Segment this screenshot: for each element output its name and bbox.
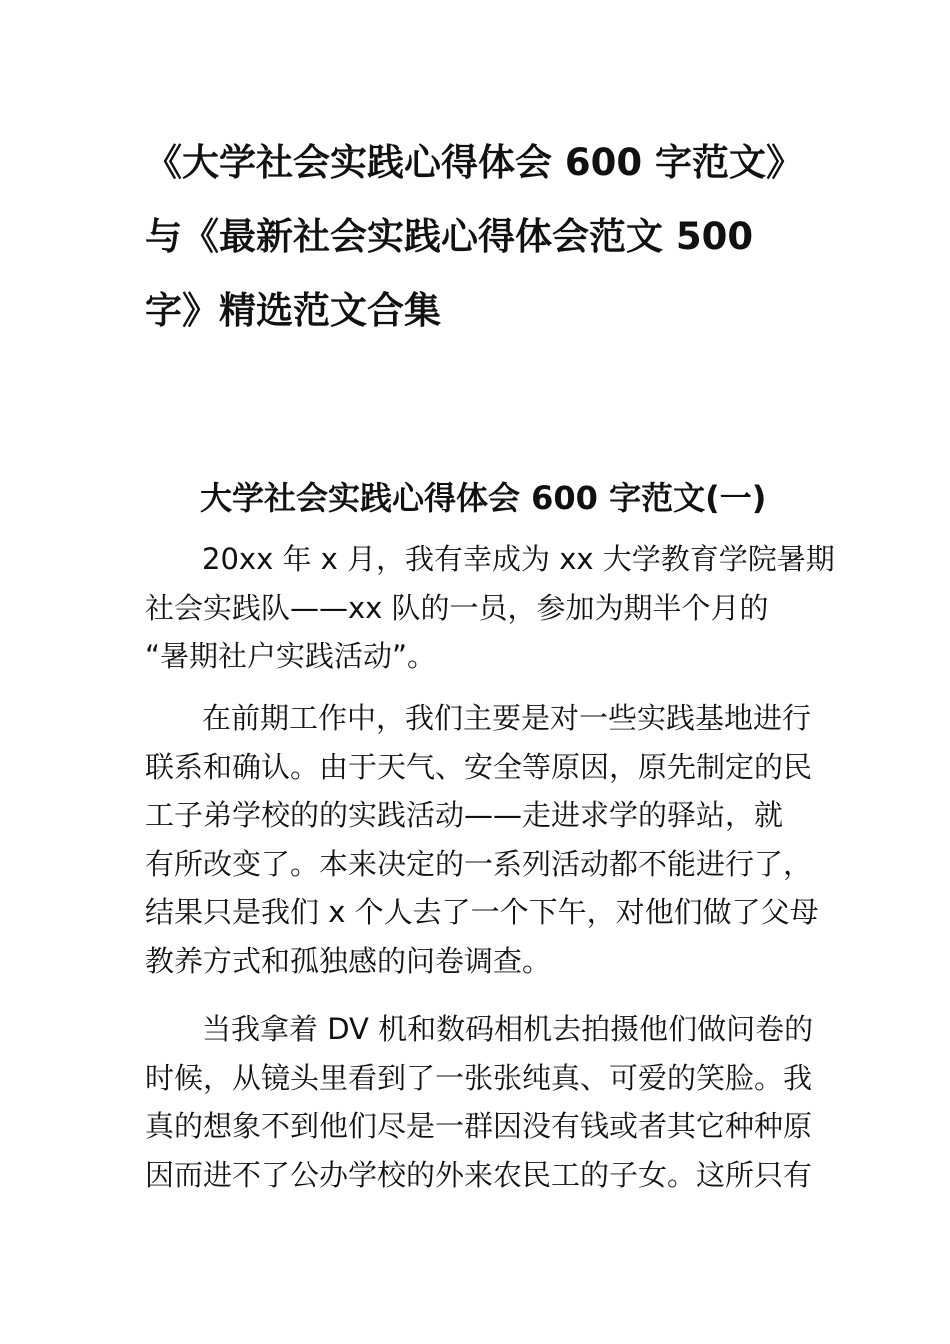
paragraph-line: 教养方式和孤独感的问卷调查。 — [145, 943, 552, 978]
title-line: 字》精选范文合集 — [145, 289, 441, 332]
paragraph-line: 联系和确认。由于天气、安全等原因，原先制定的民 — [145, 749, 813, 784]
paragraph-line: “暑期社户实践活动”。 — [145, 639, 437, 673]
paragraph-line: 在前期工作中，我们主要是对一些实践基地进行 — [202, 701, 812, 735]
document-title — [145, 126, 825, 348]
paragraph-line: 时候，从镜头里看到了一张张纯真、可爱的笑脸。我 — [145, 1060, 813, 1095]
paragraph-1 — [145, 535, 835, 681]
title-line: 《大学社会实践心得体会 600 字范文》 — [145, 141, 803, 184]
title-line: 与《最新社会实践心得体会范文 500 — [145, 215, 754, 258]
paragraph-line: 20xx 年 x 月，我有幸成为 xx 大学教育学院暑期 — [202, 542, 835, 576]
paragraph-line: 工子弟学校的的实践活动——走进求学的驿站，就 — [145, 798, 784, 832]
paragraph-line: 社会实践队——xx 队的一员，参加为期半个月的 — [145, 590, 769, 625]
section-heading: 大学社会实践心得体会 600 字范文(一) — [200, 479, 767, 517]
paragraph-line: 当我拿着 DV 机和数码相机去拍摄他们做问卷的 — [202, 1012, 814, 1046]
paragraph-line: 因而进不了公办学校的外来农民工的子女。这所只有 — [145, 1157, 813, 1192]
paragraph-3 — [145, 1005, 825, 1199]
paragraph-line: 真的想象不到他们尽是一群因没有钱或者其它种种原 — [145, 1109, 813, 1143]
paragraph-line: 有所改变了。本来决定的一系列活动都不能进行了， — [145, 846, 813, 881]
paragraph-line: 结果只是我们 x 个人去了一个下午，对他们做了父母 — [145, 895, 819, 929]
paragraph-2 — [145, 694, 825, 985]
